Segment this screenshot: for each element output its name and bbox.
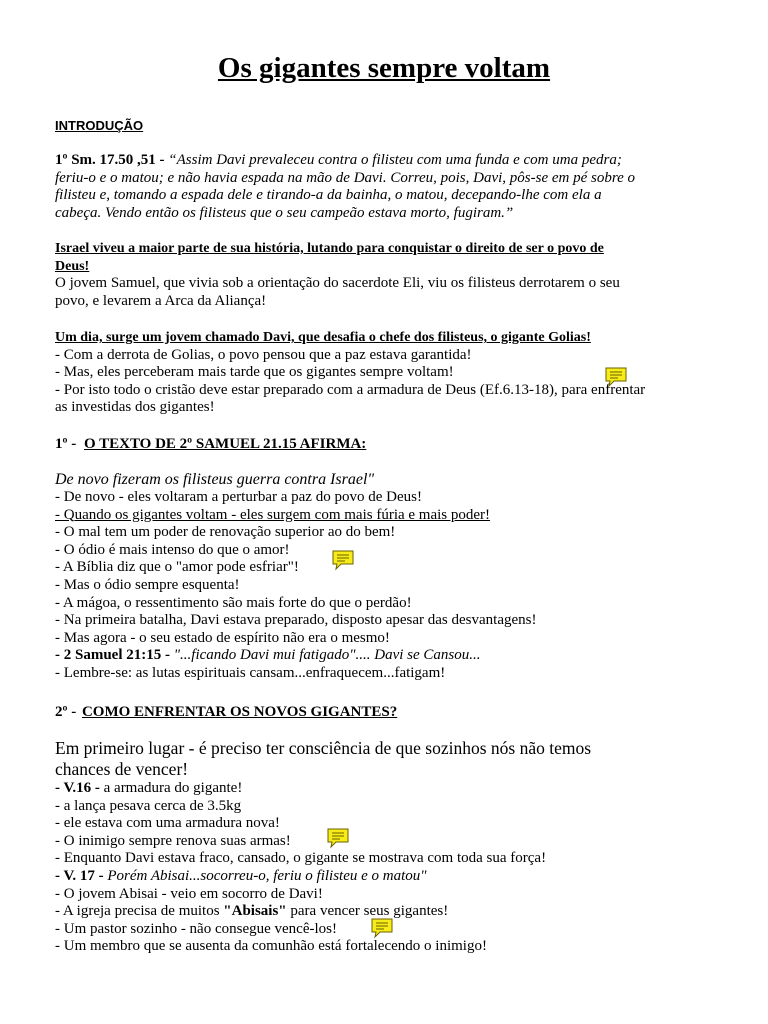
quote-line: feriu-o e o matou; e não havia espada na mão de Davi. Correu, pois, Davi, pôs-se em pé sobre o	[55, 169, 636, 186]
section-1-heading	[55, 436, 366, 453]
line-text: a armadura do gigante!	[103, 780, 243, 796]
section-2-lead: chances de vencer!	[55, 759, 189, 779]
section-1-line: - Mas agora - o seu estado de espírito não era o mesmo!	[55, 629, 390, 646]
ref-label: - V. 17 -	[55, 867, 104, 884]
davi-line: as investidas dos gigantes!	[55, 399, 215, 416]
section-1-line: - O mal tem um poder de renovação superior ao do bem!	[55, 524, 396, 541]
davi-line: - Por isto todo o cristão deve estar preparado com a armadura de Deus (Ef.6.13-18), para enfrentar	[55, 381, 646, 398]
davi-line: - Mas, eles perceberam mais tarde que os gigantes sempre voltam!	[55, 364, 454, 381]
section-1-line: - A Bíblia diz que o "amor pode esfriar"!	[55, 559, 299, 576]
israel-heading-line: Israel viveu a maior parte de sua história, lutando para conquistar o direito de ser o povo de	[55, 241, 604, 256]
quote-line: cabeça. Vendo então os filisteus que o seu campeão estava morto, fugiram.”	[55, 204, 514, 221]
note-shape	[604, 366, 628, 388]
quote-line: filisteu e, tomando a espada dele e tirando-a da bainha, o matou, decepando-lhe com ela a	[55, 187, 602, 204]
section-2-line: - O jovem Abisai - veio em socorro de Davi!	[55, 885, 323, 902]
speech-bubble-comment-icon[interactable]	[331, 549, 355, 571]
note-shape	[326, 827, 350, 849]
davi-heading: Um dia, surge um jovem chamado Davi, que desafia o chefe dos filisteus, o gigante Golias!	[55, 330, 591, 345]
section-2-line: - Enquanto Davi estava fraco, cansado, o gigante se mostrava com toda sua força!	[55, 850, 547, 867]
quote-line	[55, 152, 720, 170]
section-1-line: - Mas o ódio sempre esquenta!	[55, 576, 240, 593]
intro-quote-block	[55, 152, 720, 222]
section-1-line: - O ódio é mais intenso do que o amor!	[55, 541, 290, 558]
section-1-line	[55, 647, 720, 665]
note-shape	[331, 549, 355, 571]
section-2-line: - Um membro que se ausenta da comunhão está fortalecendo o inimigo!	[55, 938, 487, 955]
section-2-line	[55, 868, 720, 886]
speech-bubble-comment-icon[interactable]	[370, 917, 394, 939]
davi-line: - Com a derrota de Golias, o povo pensou que a paz estava garantida!	[55, 346, 472, 363]
ref-label: - V.16 -	[55, 780, 100, 796]
section-2-lead: Em primeiro lugar - é preciso ter consciência de que sozinhos nós não temos	[55, 738, 592, 758]
section-2-title: COMO ENFRENTAR OS NOVOS GIGANTES?	[81, 704, 398, 720]
israel-heading-line: Deus!	[55, 258, 90, 274]
samuel-line: O jovem Samuel, que vivia sob a orientação do sacerdote Eli, viu os filisteus derrotarem o seu	[55, 275, 620, 292]
section-1-title: O TEXTO DE 2º SAMUEL 21.15 AFIRMA:	[83, 436, 367, 452]
speech-bubble-comment-icon[interactable]	[326, 827, 350, 849]
section-2-line: - Um pastor sozinho - não consegue vencê-los!	[55, 920, 337, 937]
section-1-body	[55, 470, 720, 683]
section-1-quote: De novo fizeram os filisteus guerra contra Israel"	[55, 471, 375, 488]
page-title: Os gigantes sempre voltam	[217, 52, 551, 84]
speech-bubble-comment-icon[interactable]	[604, 366, 628, 388]
section-2-line: - ele estava com uma armadura nova!	[55, 815, 280, 832]
israel-block	[55, 240, 720, 310]
ref-quote: "...ficando Davi mui fatigado".... Davi se Cansou...	[173, 647, 481, 664]
section-2-line: - a lança pesava cerca de 3.5kg	[55, 797, 242, 814]
samuel-line: povo, e levarem a Arca da Aliança!	[55, 292, 267, 309]
section-1-line: - Na primeira batalha, Davi estava preparado, disposto apesar das desvantagens!	[55, 612, 537, 629]
abisais-text: "Abisais"	[223, 903, 287, 920]
line-text: para vencer seus gigantes!	[290, 903, 449, 920]
intro-heading: INTRODUÇÃO	[55, 118, 144, 133]
section-2-heading	[55, 704, 397, 721]
section-1-line: - A mágoa, o ressentimento são mais forte do que o perdão!	[55, 594, 412, 611]
section-1-line: - Quando os gigantes voltam - eles surgem com mais fúria e mais poder!	[55, 506, 491, 523]
section-1-number: 1º -	[55, 436, 77, 452]
section-2-line	[55, 780, 720, 798]
section-1-line: - Lembre-se: as lutas espirituais cansam...enfraquecem...fatigam!	[55, 664, 446, 681]
ref-label: 1º Sm. 17.50 ,51 -	[55, 152, 165, 168]
note-shape	[370, 917, 394, 939]
ref-label: - 2 Samuel 21:15 -	[55, 647, 170, 664]
quote-text: “Assim Davi prevaleceu contra o filisteu com uma funda e com uma pedra;	[168, 152, 622, 168]
line-text: - A igreja precisa de muitos	[55, 903, 220, 920]
ref-quote: Porém Abisai...socorreu-o, feriu o filisteu e o matou"	[107, 867, 427, 884]
section-2-line: - O inimigo sempre renova suas armas!	[55, 832, 291, 849]
section-1-line: - De novo - eles voltaram a perturbar a paz do povo de Deus!	[55, 489, 422, 505]
section-2-number: 2º -	[55, 704, 77, 720]
